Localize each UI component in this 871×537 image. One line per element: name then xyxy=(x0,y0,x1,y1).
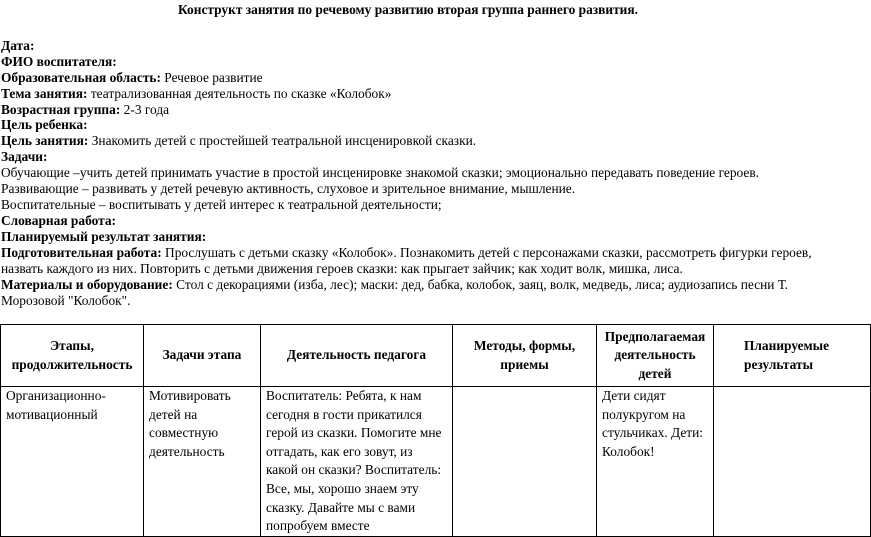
materials-line-2: Морозовой "Колобок". xyxy=(1,293,131,308)
task-developing: Развивающие – развивать у детей речевую активность, слуховое и зрительное внимание, мышление. xyxy=(1,181,576,196)
cell-task: Мотивировать детей на совместную деятельность xyxy=(144,387,261,537)
header-stages: Этапы, продолжительность xyxy=(1,325,144,387)
cell-teacher: Воспитатель: Ребята, к нам сегодня в гости прикатился герой из сказки. Помогите мне отгадать, как его зовут, из какой он сказки? Воспитатель: Все, мы, хорошо знаем эту сказку. Давайте мы с вами попробуем вместе xyxy=(261,387,453,537)
cell-methods xyxy=(453,387,597,537)
result-label: Планируемый результат занятия: xyxy=(1,229,207,244)
topic-line xyxy=(1,86,391,102)
topic-value: театрализованная деятельность по сказке «Колобок» xyxy=(87,86,392,101)
area-value: Речевое развитие xyxy=(160,70,263,85)
date-label: Дата: xyxy=(1,38,35,53)
prep-label: Подготовительная работа: xyxy=(1,245,162,260)
prep-line-2: назвать каждого из них. Повторить с детьми движения героев сказки: как прыгает зайчик; как ходит волк, мишка, лиса. xyxy=(1,261,683,276)
goal-value: Знакомить детей с простейшей театральной инсценировкой сказки. xyxy=(88,133,477,148)
header-stage-tasks: Задачи этапа xyxy=(144,325,261,387)
materials-value: Стол с декорациями (изба, лес); маски: дед, бабка, колобок, заяц, волк, медведь, лиса; аудиозапись песни Т. xyxy=(172,277,789,292)
area-label: Образовательная область: xyxy=(1,70,161,85)
table-row xyxy=(1,387,871,537)
header-results: Планируемые результаты xyxy=(714,325,871,387)
cell-results xyxy=(714,387,871,537)
task-teaching: Обучающие –учить детей принимать участие в простой инсценировке знакомой сказки; эмоционально передавать поведение героев. xyxy=(1,165,760,180)
lesson-plan-table xyxy=(0,324,871,537)
vocab-label: Словарная работа: xyxy=(1,213,116,228)
materials-line xyxy=(1,277,788,293)
header-children-activity: Предполагаемая деятельность детей xyxy=(597,325,714,387)
header-methods: Методы, формы, приемы xyxy=(453,325,597,387)
goal-line xyxy=(1,133,476,149)
header-teacher-activity: Деятельность педагога xyxy=(261,325,453,387)
prep-line xyxy=(1,245,812,261)
materials-label: Материалы и оборудование: xyxy=(1,277,173,292)
area-line xyxy=(1,70,263,86)
cell-stage: Организационно-мотивационный xyxy=(1,387,144,537)
task-educating: Воспитательные – воспитывать у детей интерес к театральной деятельности; xyxy=(1,197,442,212)
goal-label: Цель занятия: xyxy=(1,133,89,148)
table-header-row xyxy=(1,325,871,387)
age-value: 2-3 года xyxy=(120,102,170,117)
child-goal-label: Цель ребенка: xyxy=(1,117,88,132)
teacher-label: ФИО воспитателя: xyxy=(1,54,117,69)
topic-label: Тема занятия: xyxy=(1,86,88,101)
prep-value: Прослушать с детьми сказку «Колобок». Познакомить детей с персонажами сказки, рассмотреть фигурки героев, xyxy=(161,245,812,260)
document-title: Конструкт занятия по речевому развитию вторая группа раннего развития. xyxy=(178,2,638,17)
age-line xyxy=(1,102,169,118)
age-label: Возрастная группа: xyxy=(1,102,121,117)
tasks-label: Задачи: xyxy=(1,149,48,164)
cell-children: Дети сидят полукругом на стульчиках. Дети: Колобок! xyxy=(597,387,714,537)
